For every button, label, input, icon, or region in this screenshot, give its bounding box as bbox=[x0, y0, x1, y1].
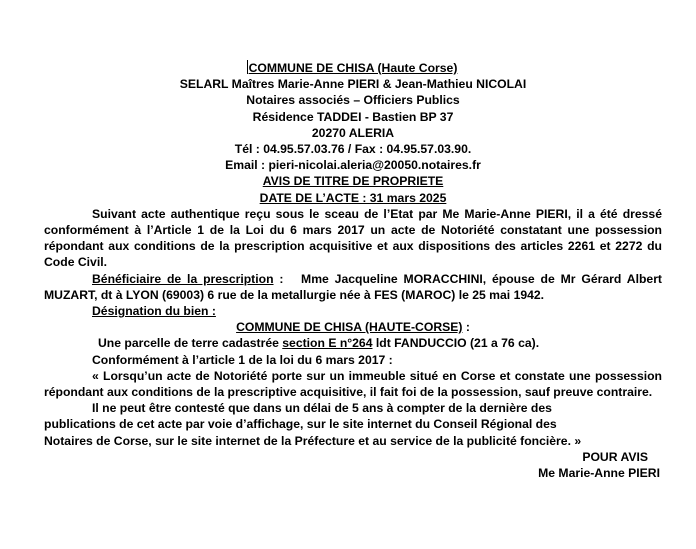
postal-line: 20270 ALERIA bbox=[311, 125, 395, 140]
date-acte: DATE DE L’ACTE : 31 mars 2025 bbox=[259, 190, 447, 205]
notaires-line: Notaires associés – Officiers Publics bbox=[246, 93, 460, 108]
beneficiaire-text: Mme Jacqueline MORACCHINI, épouse de Mr Gérard Albert MUZART, dt à LYON (69003) 6 rue de la metallurgie née à FES (MAROC) le 25 mai 1942. bbox=[44, 271, 662, 302]
legal-notice-document bbox=[44, 60, 662, 481]
residence-line: Résidence TADDEI - Bastien BP 37 bbox=[252, 109, 454, 124]
tel-fax-line: Tél : 04.95.57.03.76 / Fax : 04.95.57.03.90. bbox=[234, 142, 472, 157]
beneficiaire-paragraph: Bénéficiaire de la prescription : Mme Jacqueline MORACCHINI, épouse de Mr Gérard Albert MUZART, dt à LYON (69003) 6 rue de la metallurgie née à FES (MAROC) le 25 mai 1942. bbox=[44, 271, 662, 302]
contest-line-3: Notaires de Corse, sur le site internet de la Préfecture et au service de la publicité foncière. » bbox=[44, 433, 582, 448]
avis-title: AVIS DE TITRE DE PROPRIETE bbox=[262, 174, 444, 189]
conformement-line: Conformément à l’article 1 de la loi du 6 mars 2017 : bbox=[92, 352, 393, 367]
designation-label: Désignation du bien : bbox=[92, 304, 216, 319]
beneficiaire-label: Bénéficiaire de la prescription bbox=[92, 271, 274, 286]
commune-heading: COMMUNE DE CHISA (HAUTE-CORSE) : bbox=[236, 320, 470, 335]
signature: Me Marie-Anne PIERI bbox=[538, 466, 660, 481]
quote-paragraph: « Lorsqu’un acte de Notoriété porte sur un immeuble situé en Corse et constate une possession répondant aux conditions de la prescriptive acquisitive, il fait foi de la possession, sauf preuve contraire. bbox=[44, 368, 662, 400]
intro-paragraph: Suivant acte authentique reçu sous le sceau de l’Etat par Me Marie-Anne PIERI, il a été dressé conformément à l’Article 1 de la Loi du 6 mars 2017 un acte de Notoriété constatant une possession répondant aux conditions de la prescription acquisitive et aux dispositions des articles 2261 et 2272 du Code Civil. bbox=[44, 206, 662, 270]
parcelle-section: section E n°264 bbox=[282, 336, 373, 351]
contest-line-1: Il ne peut être contesté que dans un délai de 5 ans à compter de la dernière des bbox=[92, 401, 552, 416]
commune-title: COMMUNE DE CHISA (Haute Corse) bbox=[248, 61, 458, 75]
email-line: Email : pieri-nicolai.aleria@20050.notaires.fr bbox=[225, 158, 481, 173]
selarl-name: SELARL Maîtres Marie-Anne PIERI & Jean-Mathieu NICOLAI bbox=[179, 77, 527, 92]
text-cursor bbox=[247, 60, 248, 74]
pour-avis: POUR AVIS bbox=[582, 449, 648, 464]
contest-line-2: publications de cet acte par voie d’affichage, sur le site internet du Conseil Régional des bbox=[44, 417, 557, 432]
parcelle-line: Une parcelle de terre cadastrée section E n°264 ldt FANDUCCIO (21 a 76 ca). bbox=[98, 336, 540, 351]
